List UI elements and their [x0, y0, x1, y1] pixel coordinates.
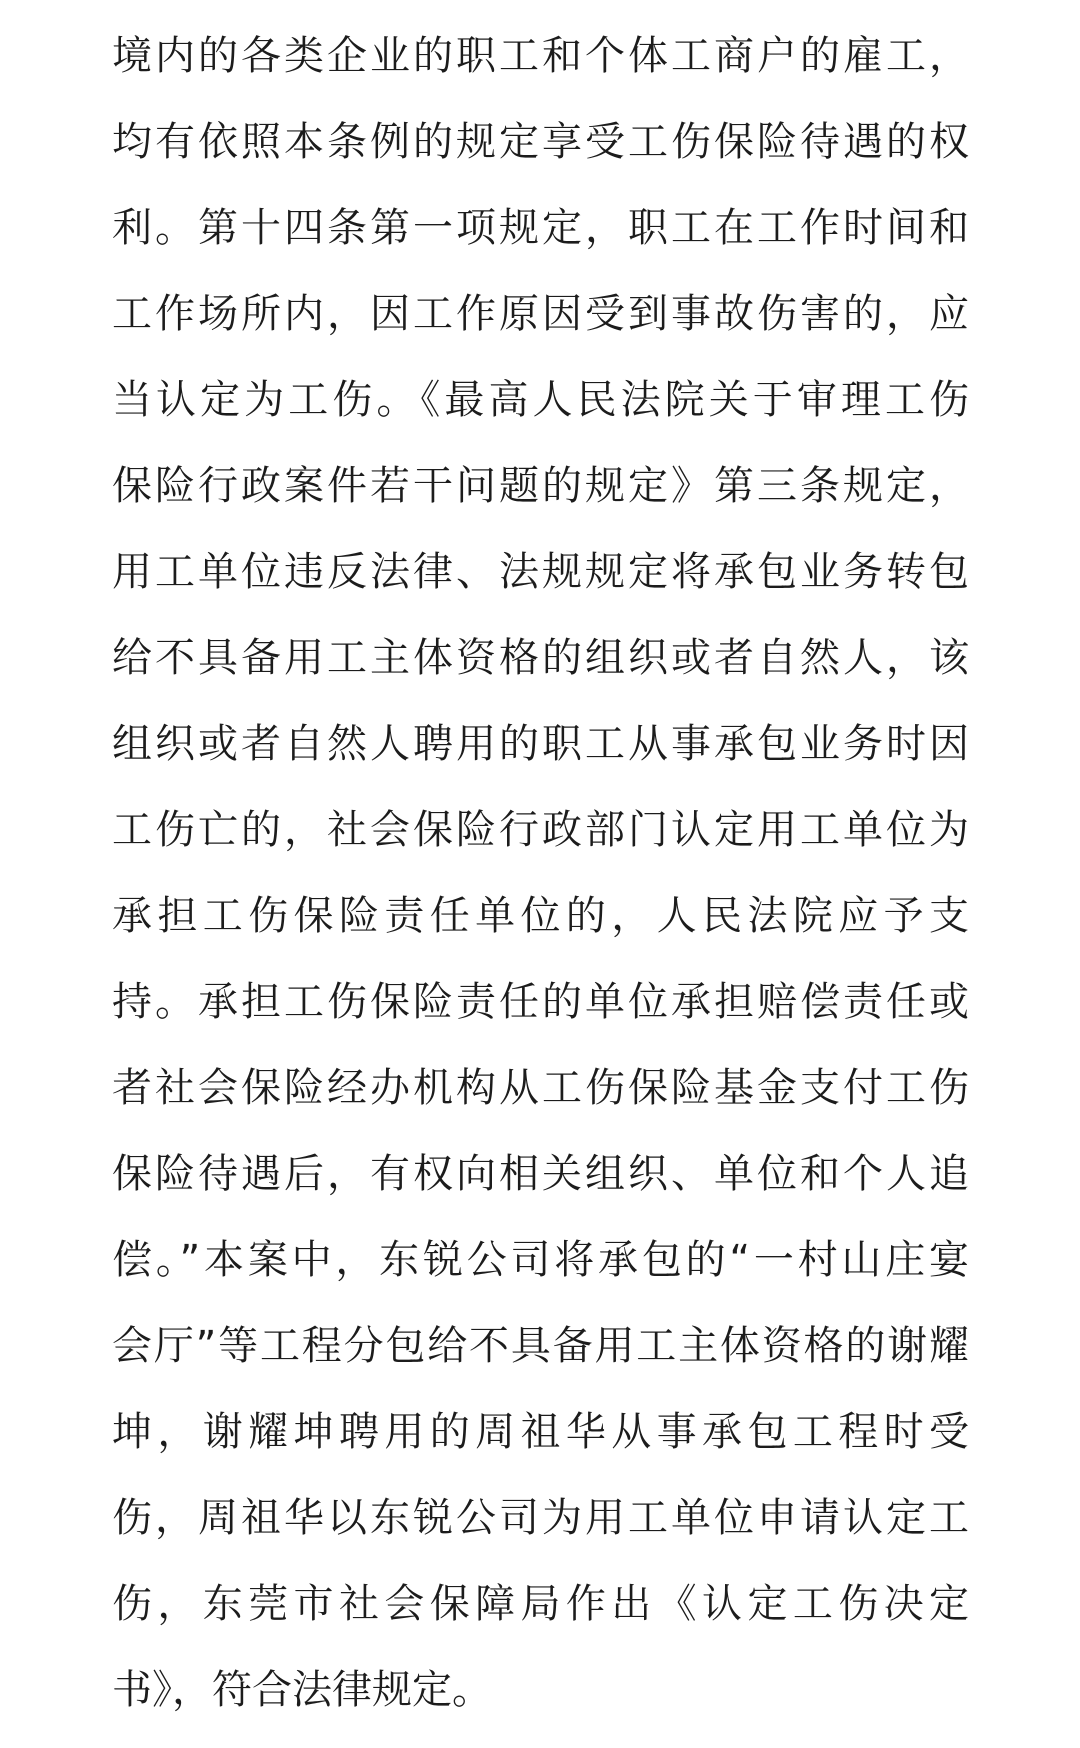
article-body [112, 13, 969, 1733]
text-line: 工伤亡的，社会保险行政部门认定用工单位为 [112, 807, 969, 853]
text-line: 用工单位违反法律、法规规定将承包业务转包 [112, 549, 969, 595]
text-line: 伤，东莞市社会保障局作出《认定工伤决定 [112, 1581, 969, 1627]
text-line: 承担工伤保险责任单位的，人民法院应予支 [112, 893, 969, 939]
text-line: 会厅”等工程分包给不具备用工主体资格的谢耀 [112, 1323, 969, 1369]
text-line: 伤，周祖华以东锐公司为用工单位申请认定工 [112, 1495, 969, 1541]
text-line: 工作场所内，因工作原因受到事故伤害的，应 [112, 291, 969, 337]
text-line: 者社会保险经办机构从工伤保险基金支付工伤 [112, 1065, 969, 1111]
text-line-last: 书》，符合法律规定。 [112, 1667, 492, 1713]
text-line: 持。承担工伤保险责任的单位承担赔偿责任或 [112, 979, 969, 1025]
text-line: 当认定为工伤。《最高人民法院关于审理工伤 [112, 377, 969, 423]
text-line: 保险待遇后，有权向相关组织、单位和个人追 [112, 1151, 969, 1197]
text-line: 保险行政案件若干问题的规定》第三条规定， [112, 463, 969, 509]
text-line: 坤，谢耀坤聘用的周祖华从事承包工程时受 [112, 1409, 969, 1455]
text-line: 组织或者自然人聘用的职工从事承包业务时因 [112, 721, 969, 767]
text-line: 境内的各类企业的职工和个体工商户的雇工， [112, 33, 969, 79]
text-line: 给不具备用工主体资格的组织或者自然人，该 [112, 635, 969, 681]
text-line: 均有依照本条例的规定享受工伤保险待遇的权 [112, 119, 969, 165]
text-line: 偿。”本案中，东锐公司将承包的“一村山庄宴 [112, 1237, 969, 1283]
text-line: 利。第十四条第一项规定，职工在工作时间和 [112, 205, 969, 251]
